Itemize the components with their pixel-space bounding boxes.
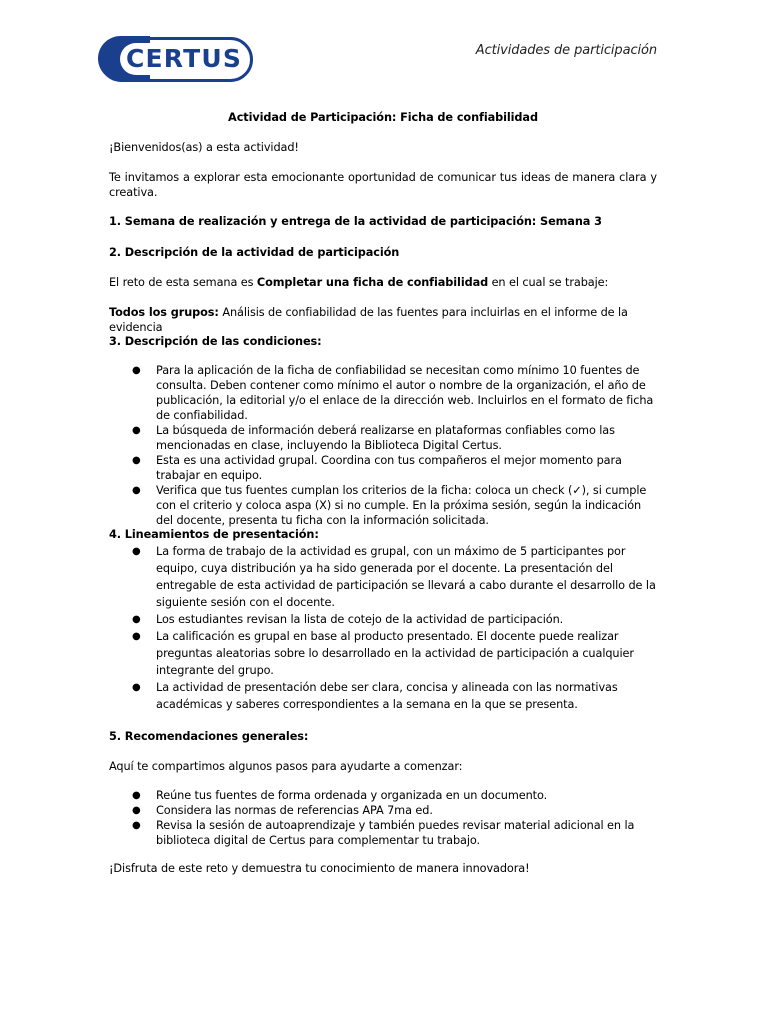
- challenge-bold: Completar una ficha de confiabilidad: [256, 276, 489, 289]
- certus-logo: [99, 37, 253, 82]
- page-title: Actividad de Participación: Ficha de confiabilidad: [228, 111, 538, 124]
- section-2-heading: 2. Descripción de la actividad de participación: [109, 246, 400, 259]
- list-item-text: Los estudiantes revisan la lista de cotejo de la actividad de participación.: [156, 613, 564, 626]
- groups-text: Análisis de confiabilidad de las fuentes para incluirlas en el informe de la evidencia: [109, 306, 628, 334]
- list-item: [109, 543, 657, 611]
- bullet-icon: ●: [132, 820, 141, 831]
- intro-paragraph: Te invitamos a explorar esta emocionante oportunidad de comunicar tus ideas de manera clara y creativa.: [109, 171, 657, 199]
- section-3-heading: 3. Descripción de las condiciones:: [109, 335, 322, 348]
- steps-intro: Aquí te compartimos algunos pasos para ayudarte a comenzar:: [109, 760, 463, 773]
- guidelines-list: [109, 543, 657, 713]
- list-item-text: La forma de trabajo de la actividad es grupal, con un máximo de 5 participantes por equipo, cuya distribución ya ha sido generada por el docente. La presentación del entregable de esta actividad de participación se llevará a cabo durante el desarrollo de la siguiente sesión con el docente.: [156, 545, 656, 609]
- bullet-icon: ●: [132, 805, 141, 816]
- challenge-post: en el cual se trabaje:: [488, 276, 609, 289]
- welcome-text: ¡Bienvenidos(as) a esta actividad!: [109, 141, 299, 154]
- section-5-heading: 5. Recomendaciones generales:: [109, 730, 309, 743]
- bullet-icon: ●: [132, 455, 141, 466]
- bullet-icon: ●: [132, 790, 141, 801]
- closing-text: ¡Disfruta de este reto y demuestra tu conocimiento de manera innovadora!: [109, 862, 530, 875]
- list-item: [109, 788, 657, 803]
- list-item-text: Verifica que tus fuentes cumplan los criterios de la ficha: coloca un check (✓), si cumple con el criterio y coloca aspa (X) si no cumple. En la próxima sesión, según la indicación del docente, presenta tu ficha con la información solicitada.: [156, 484, 647, 527]
- list-item-text: La búsqueda de información deberá realizarse en plataformas confiables como las mencionadas en clase, incluyendo la Biblioteca Digital Certus.: [156, 424, 615, 452]
- list-item: [109, 628, 657, 679]
- list-item: [109, 803, 657, 818]
- list-item: [109, 483, 657, 528]
- list-item-text: Revisa la sesión de autoaprendizaje y también puedes revisar material adicional en la biblioteca digital de Certus para complementar tu trabajo.: [156, 819, 635, 847]
- logo-wordmark: CERTUS: [125, 44, 243, 73]
- bullet-icon: ●: [132, 425, 141, 436]
- running-header-title: Actividades de participación: [475, 43, 657, 58]
- steps-list: [109, 788, 657, 848]
- list-item-text: Esta es una actividad grupal. Coordina con tus compañeros el mejor momento para trabajar en equipo.: [156, 454, 622, 482]
- section-1-heading: 1. Semana de realización y entrega de la actividad de participación: Semana 3: [109, 215, 602, 228]
- conditions-list: [109, 363, 657, 528]
- bullet-icon: ●: [132, 485, 141, 496]
- list-item: [109, 679, 657, 713]
- bullet-icon: ●: [132, 614, 141, 625]
- list-item-text: Considera las normas de referencias APA 7ma ed.: [156, 804, 433, 817]
- bullet-icon: ●: [132, 682, 141, 693]
- list-item-text: La actividad de presentación debe ser clara, concisa y alineada con las normativas académicas y saberes correspondientes a la semana en la que se presenta.: [156, 681, 618, 711]
- bullet-icon: ●: [132, 365, 141, 376]
- list-item-text: Reúne tus fuentes de forma ordenada y organizada en un documento.: [156, 789, 548, 802]
- list-item: [109, 611, 657, 628]
- groups-paragraph: [109, 305, 657, 335]
- challenge-paragraph: [109, 275, 657, 290]
- groups-label: Todos los grupos:: [109, 306, 219, 319]
- list-item: [109, 363, 657, 423]
- list-item: [109, 818, 657, 848]
- list-item: [109, 453, 657, 483]
- bullet-icon: ●: [132, 546, 141, 557]
- challenge-pre: El reto de esta semana es: [109, 276, 257, 289]
- bullet-icon: ●: [132, 631, 141, 642]
- section-4-heading: 4. Lineamientos de presentación:: [109, 528, 319, 541]
- list-item-text: Para la aplicación de la ficha de confiabilidad se necesitan como mínimo 10 fuentes de consulta. Deben contener como mínimo el autor o nombre de la organización, el año de publicación, la editorial y/o el enlace de la dirección web. Incluirlos en el formato de ficha de confiabilidad.: [156, 364, 654, 422]
- list-item: [109, 423, 657, 453]
- list-item-text: La calificación es grupal en base al producto presentado. El docente puede realizar preguntas aleatorias sobre lo desarrollado en la actividad de participación a cualquier integrante del grupo.: [156, 630, 634, 677]
